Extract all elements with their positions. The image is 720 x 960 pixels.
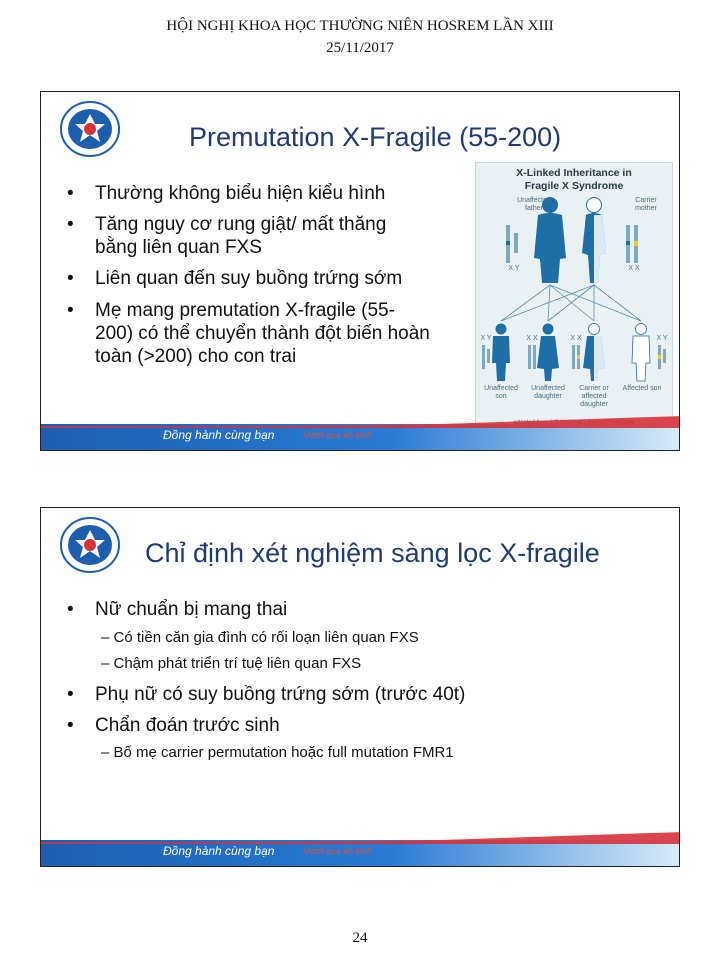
bullet-text: Liên quan đến suy buồng trứng sớm — [95, 268, 403, 289]
conference-title: HỘI NGHỊ KHOA HỌC THƯỜNG NIÊN HOSREM LẦN XIII — [166, 18, 554, 34]
footer-slogan: Đồng hành cùng bạn — [163, 844, 275, 858]
figure-title-line: Fragile X Syndrome — [524, 180, 624, 192]
bullet-line: Mẹ mang premutation X-fragile (55- — [95, 300, 395, 321]
footer-wave — [41, 414, 680, 428]
bullet-dot: • — [67, 599, 74, 620]
bullet-line: Tăng nguy cơ rung giật/ mất thăng — [95, 214, 387, 235]
slide-1-title: Premutation X-Fragile (55-200) — [189, 122, 562, 152]
sub-bullet: – Bố mẹ carrier permutation hoặc full mutation FMR1 — [101, 744, 454, 761]
child2-label: Unaffected daughter — [531, 385, 565, 400]
father-label: Unaffected father — [517, 197, 551, 212]
bullet-text: Chẩn đoán trước sinh — [95, 715, 280, 736]
footer-wave — [41, 830, 680, 844]
son1-chromosome-label: X Y — [480, 335, 492, 342]
affected-son-icon — [632, 324, 650, 382]
bullet-line: 200) có thể chuyển thành đột biến hoàn — [95, 323, 430, 344]
footer-slogan-secondary: Vượt qua vô sinh — [303, 846, 372, 856]
bullet-dot: • — [67, 183, 74, 204]
hosrem-logo — [59, 516, 121, 574]
bullet-text — [95, 213, 386, 259]
daughter1-chromosome-label: X X — [526, 335, 538, 342]
carrier-daughter-icon — [583, 324, 605, 382]
conference-date: 25/11/2017 — [326, 40, 394, 56]
bullet-dot: • — [67, 684, 74, 705]
bullet-text: Thường không biểu hiện kiểu hình — [95, 183, 386, 204]
sub-bullet: – Có tiền căn gia đình có rối loạn liên quan FXS — [101, 629, 419, 646]
unaffected-son-icon — [492, 324, 510, 382]
son2-chromosome-label: X Y — [656, 335, 668, 342]
bullet-dot: • — [67, 268, 74, 289]
mother-silhouette-icon — [582, 198, 606, 284]
bullet-dot: • — [67, 214, 74, 235]
slide-2-title: Chỉ định xét nghiệm sàng lọc X-fragile — [145, 538, 600, 568]
child3-label: Carrier or affected daughter — [579, 385, 609, 408]
figure-title-line: X-Linked Inheritance in — [516, 167, 632, 179]
bullet-line: toàn (>200) cho con trai — [95, 346, 297, 367]
mother-label: Carrier mother — [635, 197, 657, 212]
child1-label: Unaffected son — [484, 385, 518, 400]
father-chromosome-label: X Y — [508, 265, 520, 272]
daughter2-chromosome-label: X X — [570, 335, 582, 342]
bullet-dot: • — [67, 300, 74, 321]
page-number: 24 — [352, 930, 368, 946]
bullet-line: bằng liên quan FXS — [95, 237, 262, 258]
bullet-text: Phụ nữ có suy buồng trứng sớm (trước 40t) — [95, 684, 466, 705]
slide-1 — [40, 91, 680, 451]
bullet-text — [95, 299, 430, 368]
slide-2 — [40, 507, 680, 867]
bullet-dot: • — [67, 715, 74, 736]
sub-bullet: – Chậm phát triển trí tuệ liên quan FXS — [101, 655, 362, 672]
inheritance-figure — [475, 162, 673, 430]
child4-label: Affected son — [622, 385, 662, 392]
hosrem-logo — [59, 100, 121, 158]
footer-slogan-secondary: Vượt qua vô sinh — [303, 430, 372, 440]
slide-footer — [41, 840, 680, 866]
mother-chromosome-label: X X — [628, 265, 640, 272]
bullet-text: Nữ chuẩn bị mang thai — [95, 599, 288, 620]
unaffected-daughter-icon — [537, 324, 559, 382]
footer-slogan: Đồng hành cùng bạn — [163, 428, 275, 442]
slide-footer — [41, 424, 680, 450]
